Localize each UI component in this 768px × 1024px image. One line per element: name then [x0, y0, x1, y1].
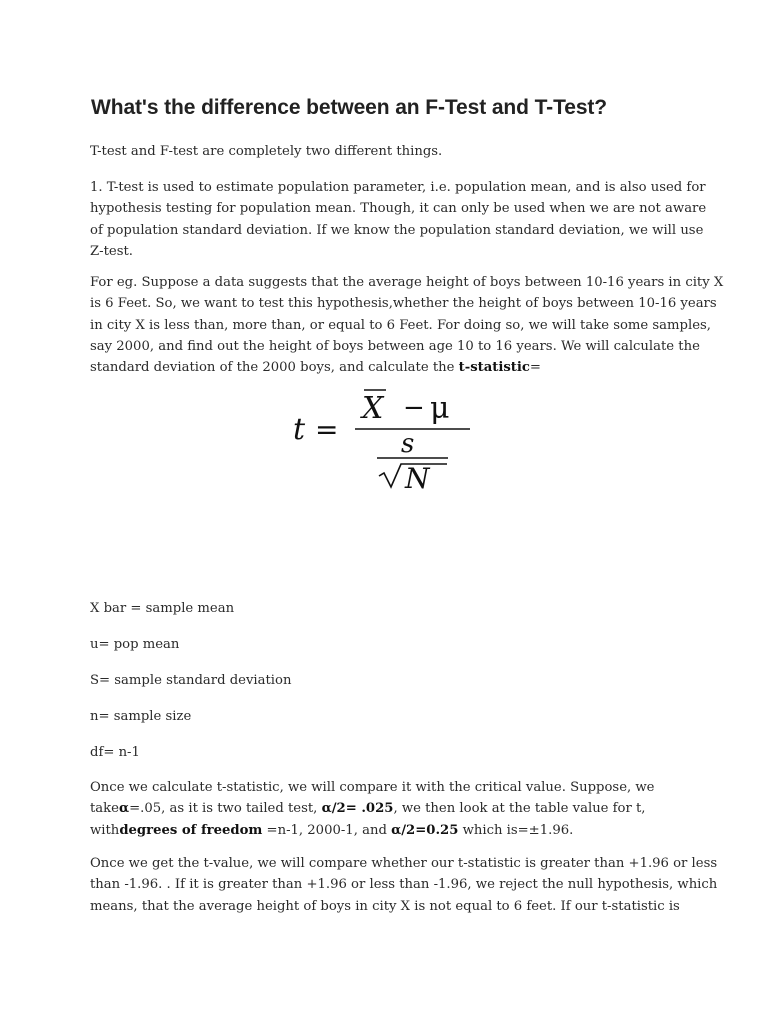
alpha-symbol: α — [118, 801, 130, 817]
t-statistic-formula — [285, 384, 485, 494]
paragraph-text: standard deviation of the 2000 boys, and calculate the — [90, 360, 459, 376]
paragraph-line — [90, 357, 690, 378]
formula-s: s — [401, 429, 415, 459]
example-paragraph — [90, 272, 724, 378]
paragraph-line: is 6 Feet. So, we want to test this hypothesis,whether the height of boys between 10-16 years — [90, 296, 717, 312]
definition-n: n= sample size — [90, 709, 192, 724]
formula-equals: = — [315, 413, 339, 446]
paragraph-line: 1. T-test is used to estimate population parameter, i.e. population mean, and is also used for — [90, 180, 706, 195]
page-title: What's the difference between an F-Test and T-Test? — [91, 96, 608, 119]
paragraph-line: Once we get the t-value, we will compare whether our t-statistic is greater than +1.96 or less — [90, 856, 718, 871]
t-statistic-term: t-statistic — [458, 360, 530, 376]
paragraph-line: Z-test. — [90, 243, 133, 259]
degrees-of-freedom-term: degrees of freedom — [119, 822, 263, 838]
paragraph-line: than -1.96. . If it is greater than +1.96 or less than -1.96, we reject the null hypothesis, which — [90, 877, 718, 893]
paragraph-line: hypothesis testing for population mean. Though, it can only be used when we are not aware — [90, 201, 707, 217]
alpha-half-value: α/2=0.25 — [391, 822, 459, 838]
paragraph-text: with — [90, 822, 120, 838]
formula-minus: − — [403, 393, 425, 423]
formula-n: N — [405, 462, 430, 494]
paragraph-text: = — [529, 360, 541, 376]
paragraph-text: =.05, as it is two tailed test, — [129, 801, 322, 817]
paragraph-line: say 2000, and find out the height of boys between age 10 to 16 years. We will calculate the — [90, 338, 700, 354]
definition-df: df= n-1 — [90, 745, 140, 760]
paragraph-text: =n-1, 2000-1, and — [262, 822, 392, 838]
ttest-definition-paragraph — [90, 177, 707, 262]
paragraph-line — [90, 820, 690, 841]
conclusion-paragraph — [90, 853, 718, 917]
paragraph-line: means, that the average height of boys in city X is not equal to 6 feet. If our t-statistic is — [90, 898, 680, 914]
intro-paragraph: T-test and F-test are completely two different things. — [90, 144, 443, 159]
formula-t: t — [293, 412, 306, 447]
paragraph-line: For eg. Suppose a data suggests that the average height of boys between 10-16 years in city X — [90, 275, 724, 290]
formula-mu: μ — [430, 391, 450, 426]
alpha-half-value: α/2= .025 — [321, 801, 394, 817]
paragraph-line — [90, 798, 690, 819]
formula-xbar: X — [362, 391, 384, 426]
critical-value-paragraph — [90, 777, 690, 841]
paragraph-text: which is=±1.96. — [458, 822, 574, 838]
paragraph-line: Once we calculate t-statistic, we will compare it with the critical value. Suppose, we — [90, 780, 655, 795]
definition-xbar: X bar = sample mean — [90, 601, 235, 616]
definition-mu: u= pop mean — [90, 637, 180, 652]
paragraph-text: , we then look at the table value for t, — [393, 801, 646, 817]
paragraph-line: in city X is less than, more than, or equal to 6 Feet. For doing so, we will take some samples, — [90, 317, 711, 333]
definition-s: S= sample standard deviation — [90, 673, 292, 688]
paragraph-line: of population standard deviation. If we know the population standard deviation, we will use — [90, 222, 704, 238]
paragraph-text: take — [90, 801, 119, 817]
